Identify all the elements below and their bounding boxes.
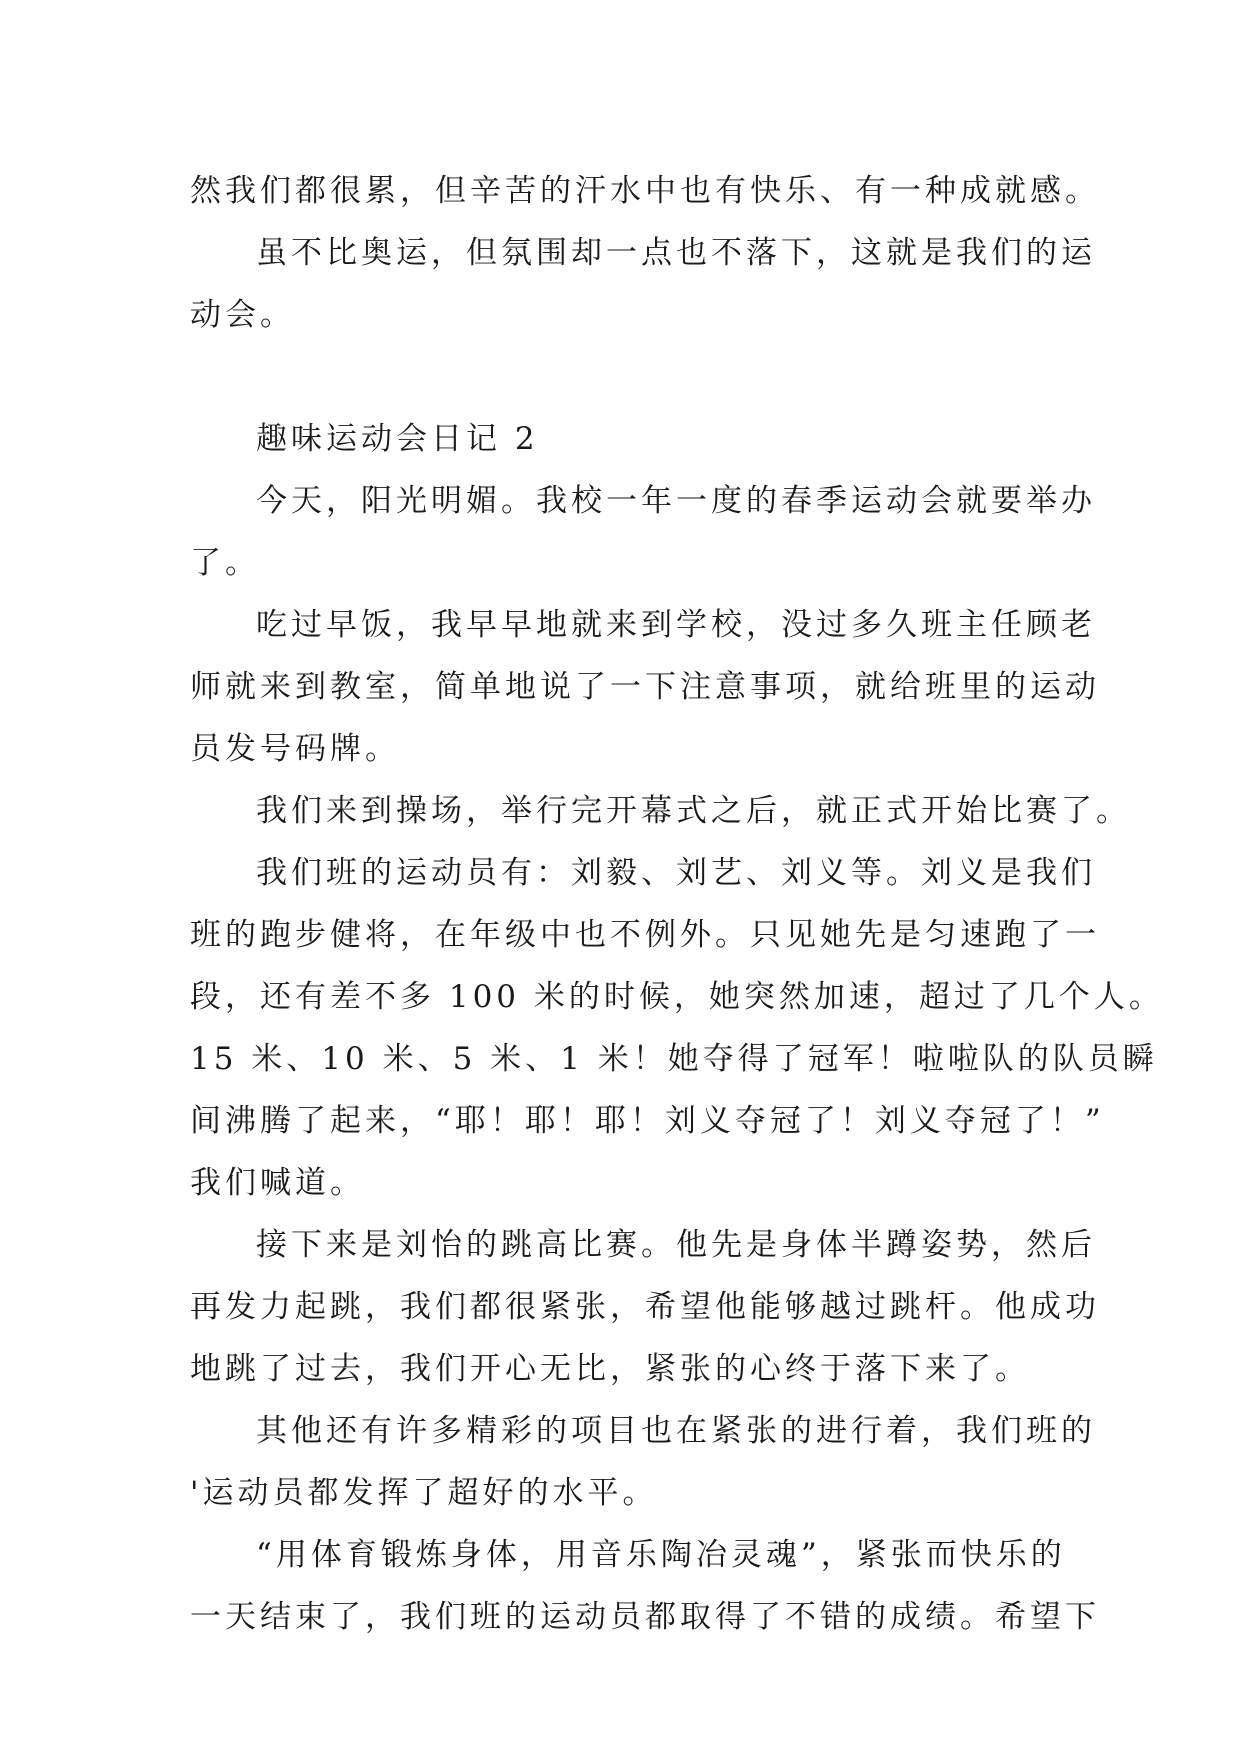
text-line: 师就来到教室，简单地说了一下注意事项，就给班里的运动 (190, 669, 1100, 705)
text-line: “用体育锻炼身体，用音乐陶冶灵魂”，紧张而快乐的 (256, 1537, 1066, 1573)
text-line: 我们喊道。 (190, 1165, 365, 1201)
text-line: 地跳了过去，我们开心无比，紧张的心终于落下来了。 (190, 1351, 1030, 1387)
text-line: 我们班的运动员有：刘毅、刘艺、刘义等。刘义是我们 (256, 855, 1096, 891)
text-line: 段，还有差不多 100 米的时候，她突然加速，超过了几个人。 (190, 979, 1164, 1015)
paragraph-gap (190, 346, 1060, 408)
text-line: 今天，阳光明媚。我校一年一度的春季运动会就要举办 (256, 483, 1096, 519)
text-line: 我们来到操场，举行完开幕式之后，就正式开始比赛了。 (256, 793, 1131, 829)
text-line: 其他还有许多精彩的项目也在紧张的进行着，我们班的 (256, 1413, 1096, 1449)
text-line: 虽不比奥运，但氛围却一点也不落下，这就是我们的运 (256, 235, 1096, 271)
document-body (190, 160, 1164, 1648)
text-line: 再发力起跳，我们都很紧张，希望他能够越过跳杆。他成功 (190, 1289, 1100, 1325)
text-line: 接下来是刘怡的跳高比赛。他先是身体半蹲姿势，然后 (256, 1227, 1096, 1263)
text-line: 吃过早饭，我早早地就来到学校，没过多久班主任顾老 (256, 607, 1096, 643)
text-line: 15 米、10 米、5 米、1 米！她夺得了冠军！啦啦队的队员瞬 (190, 1041, 1158, 1077)
text-line: 动会。 (190, 297, 295, 333)
text-line: 班的跑步健将，在年级中也不例外。只见她先是匀速跑了一 (190, 917, 1100, 953)
text-line: '运动员都发挥了超好的水平。 (190, 1475, 658, 1511)
text-line: 然我们都很累，但辛苦的汗水中也有快乐、有一种成就感。 (190, 173, 1100, 209)
text-line: 员发号码牌。 (190, 731, 400, 767)
section-title: 趣味运动会日记 2 (256, 421, 539, 457)
text-line: 一天结束了，我们班的运动员都取得了不错的成绩。希望下 (190, 1599, 1100, 1635)
text-line: 了。 (190, 545, 260, 581)
text-line: 间沸腾了起来，“耶！耶！耶！刘义夺冠了！刘义夺冠了！” (190, 1103, 1105, 1139)
